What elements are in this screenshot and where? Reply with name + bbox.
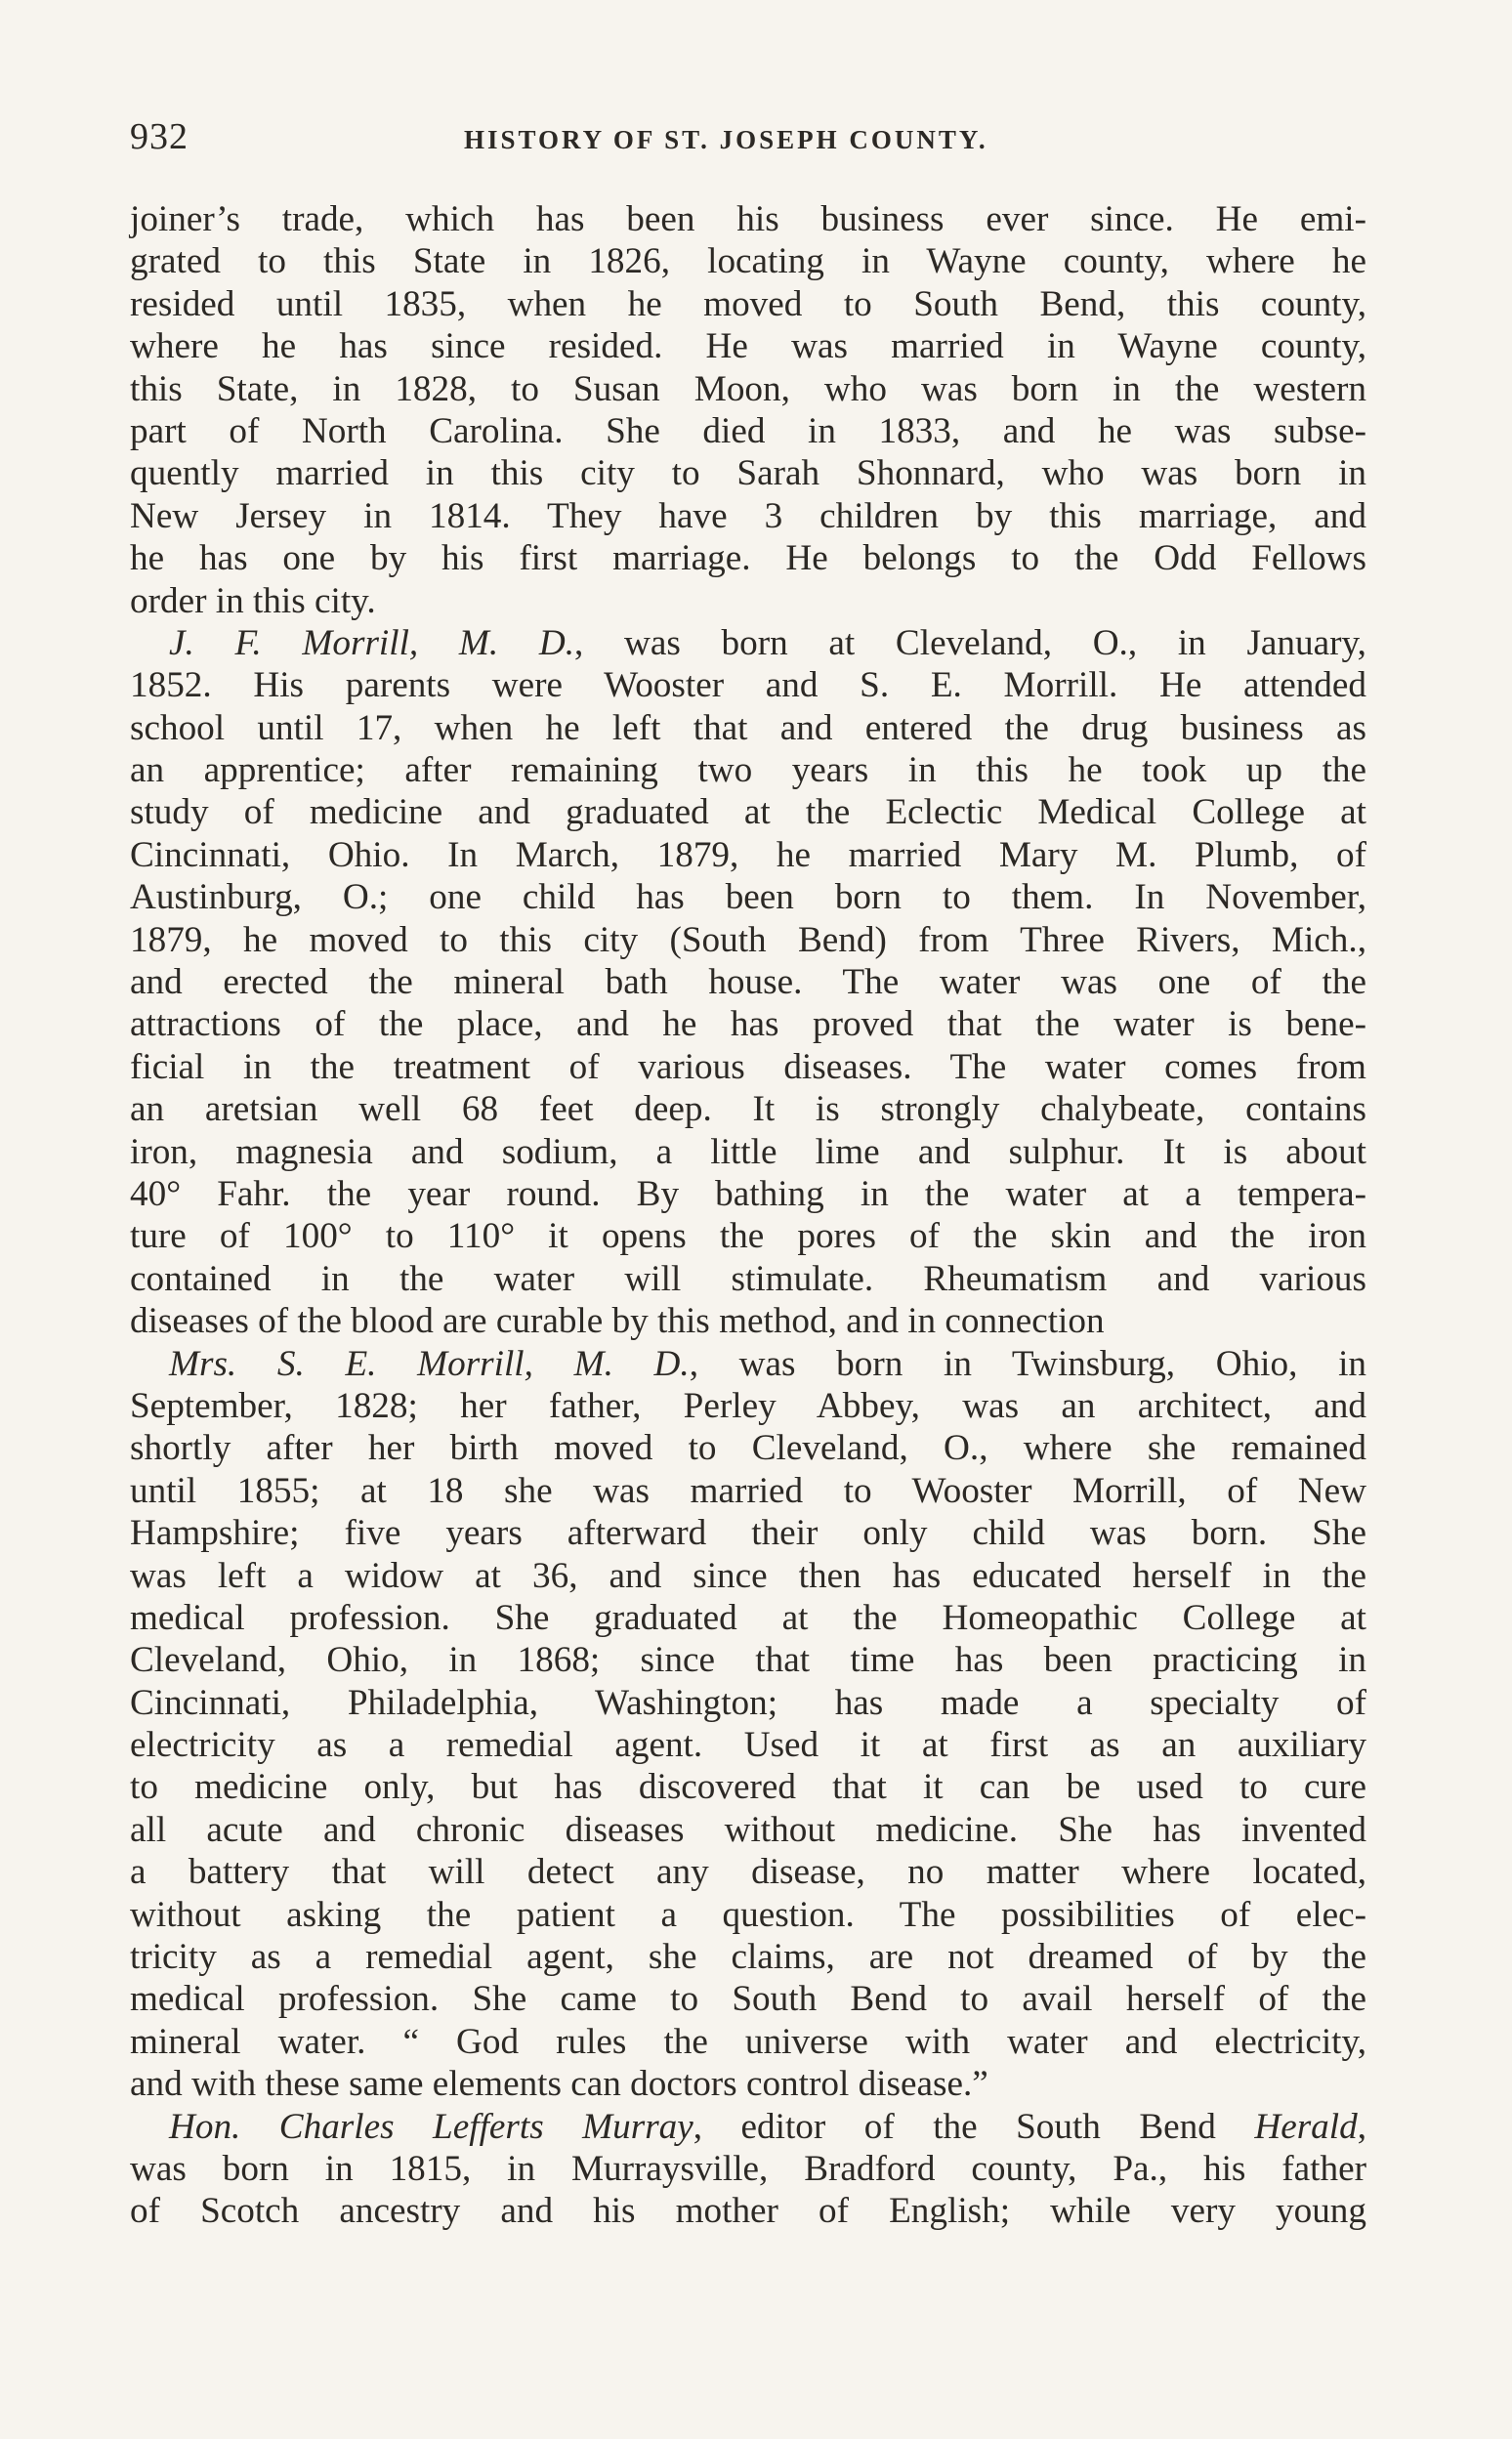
person-name: Mrs. S. E. Morrill, M. D.	[169, 1343, 690, 1384]
text-fragment: , editor of the South Bend	[693, 2106, 1255, 2147]
text-line: Cincinnati, Ohio. In March, 1879, he married Mary M. Plumb, of	[130, 834, 1366, 875]
page-number: 932	[130, 116, 189, 157]
text-fragment: ,	[1357, 2106, 1366, 2147]
text-line: contained in the water will stimulate. Rheumatism and various	[130, 1258, 1366, 1299]
paragraph-start-line	[130, 2106, 1366, 2148]
text-line: study of medicine and graduated at the Eclectic Medical College at	[130, 792, 1366, 833]
text-line: September, 1828; her father, Perley Abbey, was an architect, and	[130, 1385, 1366, 1426]
paragraph-start-line	[130, 1343, 1366, 1385]
text-line: was left a widow at 36, and since then has educated herself in the	[130, 1555, 1366, 1596]
body-text	[130, 198, 1366, 2233]
text-line: medical profession. She came to South Bend to avail herself of the	[130, 1979, 1366, 2020]
text-line: iron, magnesia and sodium, a little lime and sulphur. It is about	[130, 1131, 1366, 1172]
text-line: an aretsian well 68 feet deep. It is strongly chalybeate, contains	[130, 1089, 1366, 1130]
text-line: he has one by his first marriage. He belongs to the Odd Fellows	[130, 538, 1366, 579]
text-line: Cleveland, Ohio, in 1868; since that time has been practicing in	[130, 1640, 1366, 1681]
text-line: 40° Fahr. the year round. By bathing in the water at a tempera-	[130, 1173, 1366, 1214]
text-line: diseases of the blood are curable by this method, and in connection	[130, 1301, 1105, 1342]
text-line: part of North Carolina. She died in 1833, and he was subse-	[130, 410, 1366, 451]
text-line: this State, in 1828, to Susan Moon, who was born in the western	[130, 368, 1366, 409]
text-line: 1879, he moved to this city (South Bend) from Three Rivers, Mich.,	[130, 919, 1366, 960]
text-line: school until 17, when he left that and entered the drug business as	[130, 707, 1366, 748]
text-line: quently married in this city to Sarah Shonnard, who was born in	[130, 453, 1366, 494]
person-name: J. F. Morrill, M. D.	[169, 622, 575, 663]
text-line: Hampshire; five years afterward their only child was born. She	[130, 1513, 1366, 1554]
running-title: HISTORY OF ST. JOSEPH COUNTY.	[464, 125, 988, 154]
text-line: all acute and chronic diseases without medicine. She has invented	[130, 1809, 1366, 1850]
text-line: to medicine only, but has discovered that it can be used to cure	[130, 1767, 1366, 1808]
text-line: ficial in the treatment of various diseases. The water comes from	[130, 1046, 1366, 1087]
text-line: and erected the mineral bath house. The water was one of the	[130, 962, 1366, 1003]
paragraph-start-line	[130, 622, 1366, 664]
text-line: mineral water. “ God rules the universe with water and electricity,	[130, 2021, 1366, 2062]
text-line: Cincinnati, Philadelphia, Washington; has made a specialty of	[130, 1682, 1366, 1723]
text-line: grated to this State in 1826, locating in Wayne county, where he	[130, 241, 1366, 282]
page-header	[130, 115, 1363, 164]
text-line: of Scotch ancestry and his mother of English; while very young	[130, 2191, 1366, 2232]
text-line: where he has since resided. He was married in Wayne county,	[130, 326, 1366, 367]
text-line: joiner’s trade, which has been his business ever since. He emi-	[130, 199, 1366, 239]
text-line: Austinburg, O.; one child has been born to them. In November,	[130, 877, 1366, 918]
text-line: medical profession. She graduated at the Homeopathic College at	[130, 1597, 1366, 1638]
text-line: resided until 1835, when he moved to South Bend, this county,	[130, 283, 1366, 324]
text-line: shortly after her birth moved to Cleveland, O., where she remained	[130, 1428, 1366, 1469]
text-line: was born in 1815, in Murraysville, Bradford county, Pa., his father	[130, 2148, 1366, 2189]
text-line: an apprentice; after remaining two years in this he took up the	[130, 750, 1366, 791]
text-line: and with these same elements can doctors control disease.”	[130, 2064, 988, 2105]
text-line: electricity as a remedial agent. Used it at first as an auxiliary	[130, 1725, 1366, 1766]
person-name: Hon. Charles Lefferts Murray	[169, 2106, 693, 2147]
text-line: New Jersey in 1814. They have 3 children by this marriage, and	[130, 495, 1366, 536]
text-line: order in this city.	[130, 580, 376, 621]
text-line: without asking the patient a question. The possibilities of elec-	[130, 1894, 1366, 1935]
text-line: a battery that will detect any disease, no matter where located,	[130, 1852, 1366, 1893]
text-line: until 1855; at 18 she was married to Wooster Morrill, of New	[130, 1470, 1366, 1511]
text-line: tricity as a remedial agent, she claims, are not dreamed of by the	[130, 1937, 1366, 1978]
text-fragment: , was born in Twinsburg, Ohio, in	[689, 1343, 1366, 1384]
newspaper-name: Herald	[1254, 2106, 1358, 2147]
text-line: ture of 100° to 110° it opens the pores of the skin and the iron	[130, 1216, 1366, 1257]
text-line: 1852. His parents were Wooster and S. E. Morrill. He attended	[130, 665, 1366, 706]
text-line: attractions of the place, and he has proved that the water is bene-	[130, 1004, 1366, 1045]
text-fragment: , was born at Cleveland, O., in January,	[574, 622, 1366, 663]
